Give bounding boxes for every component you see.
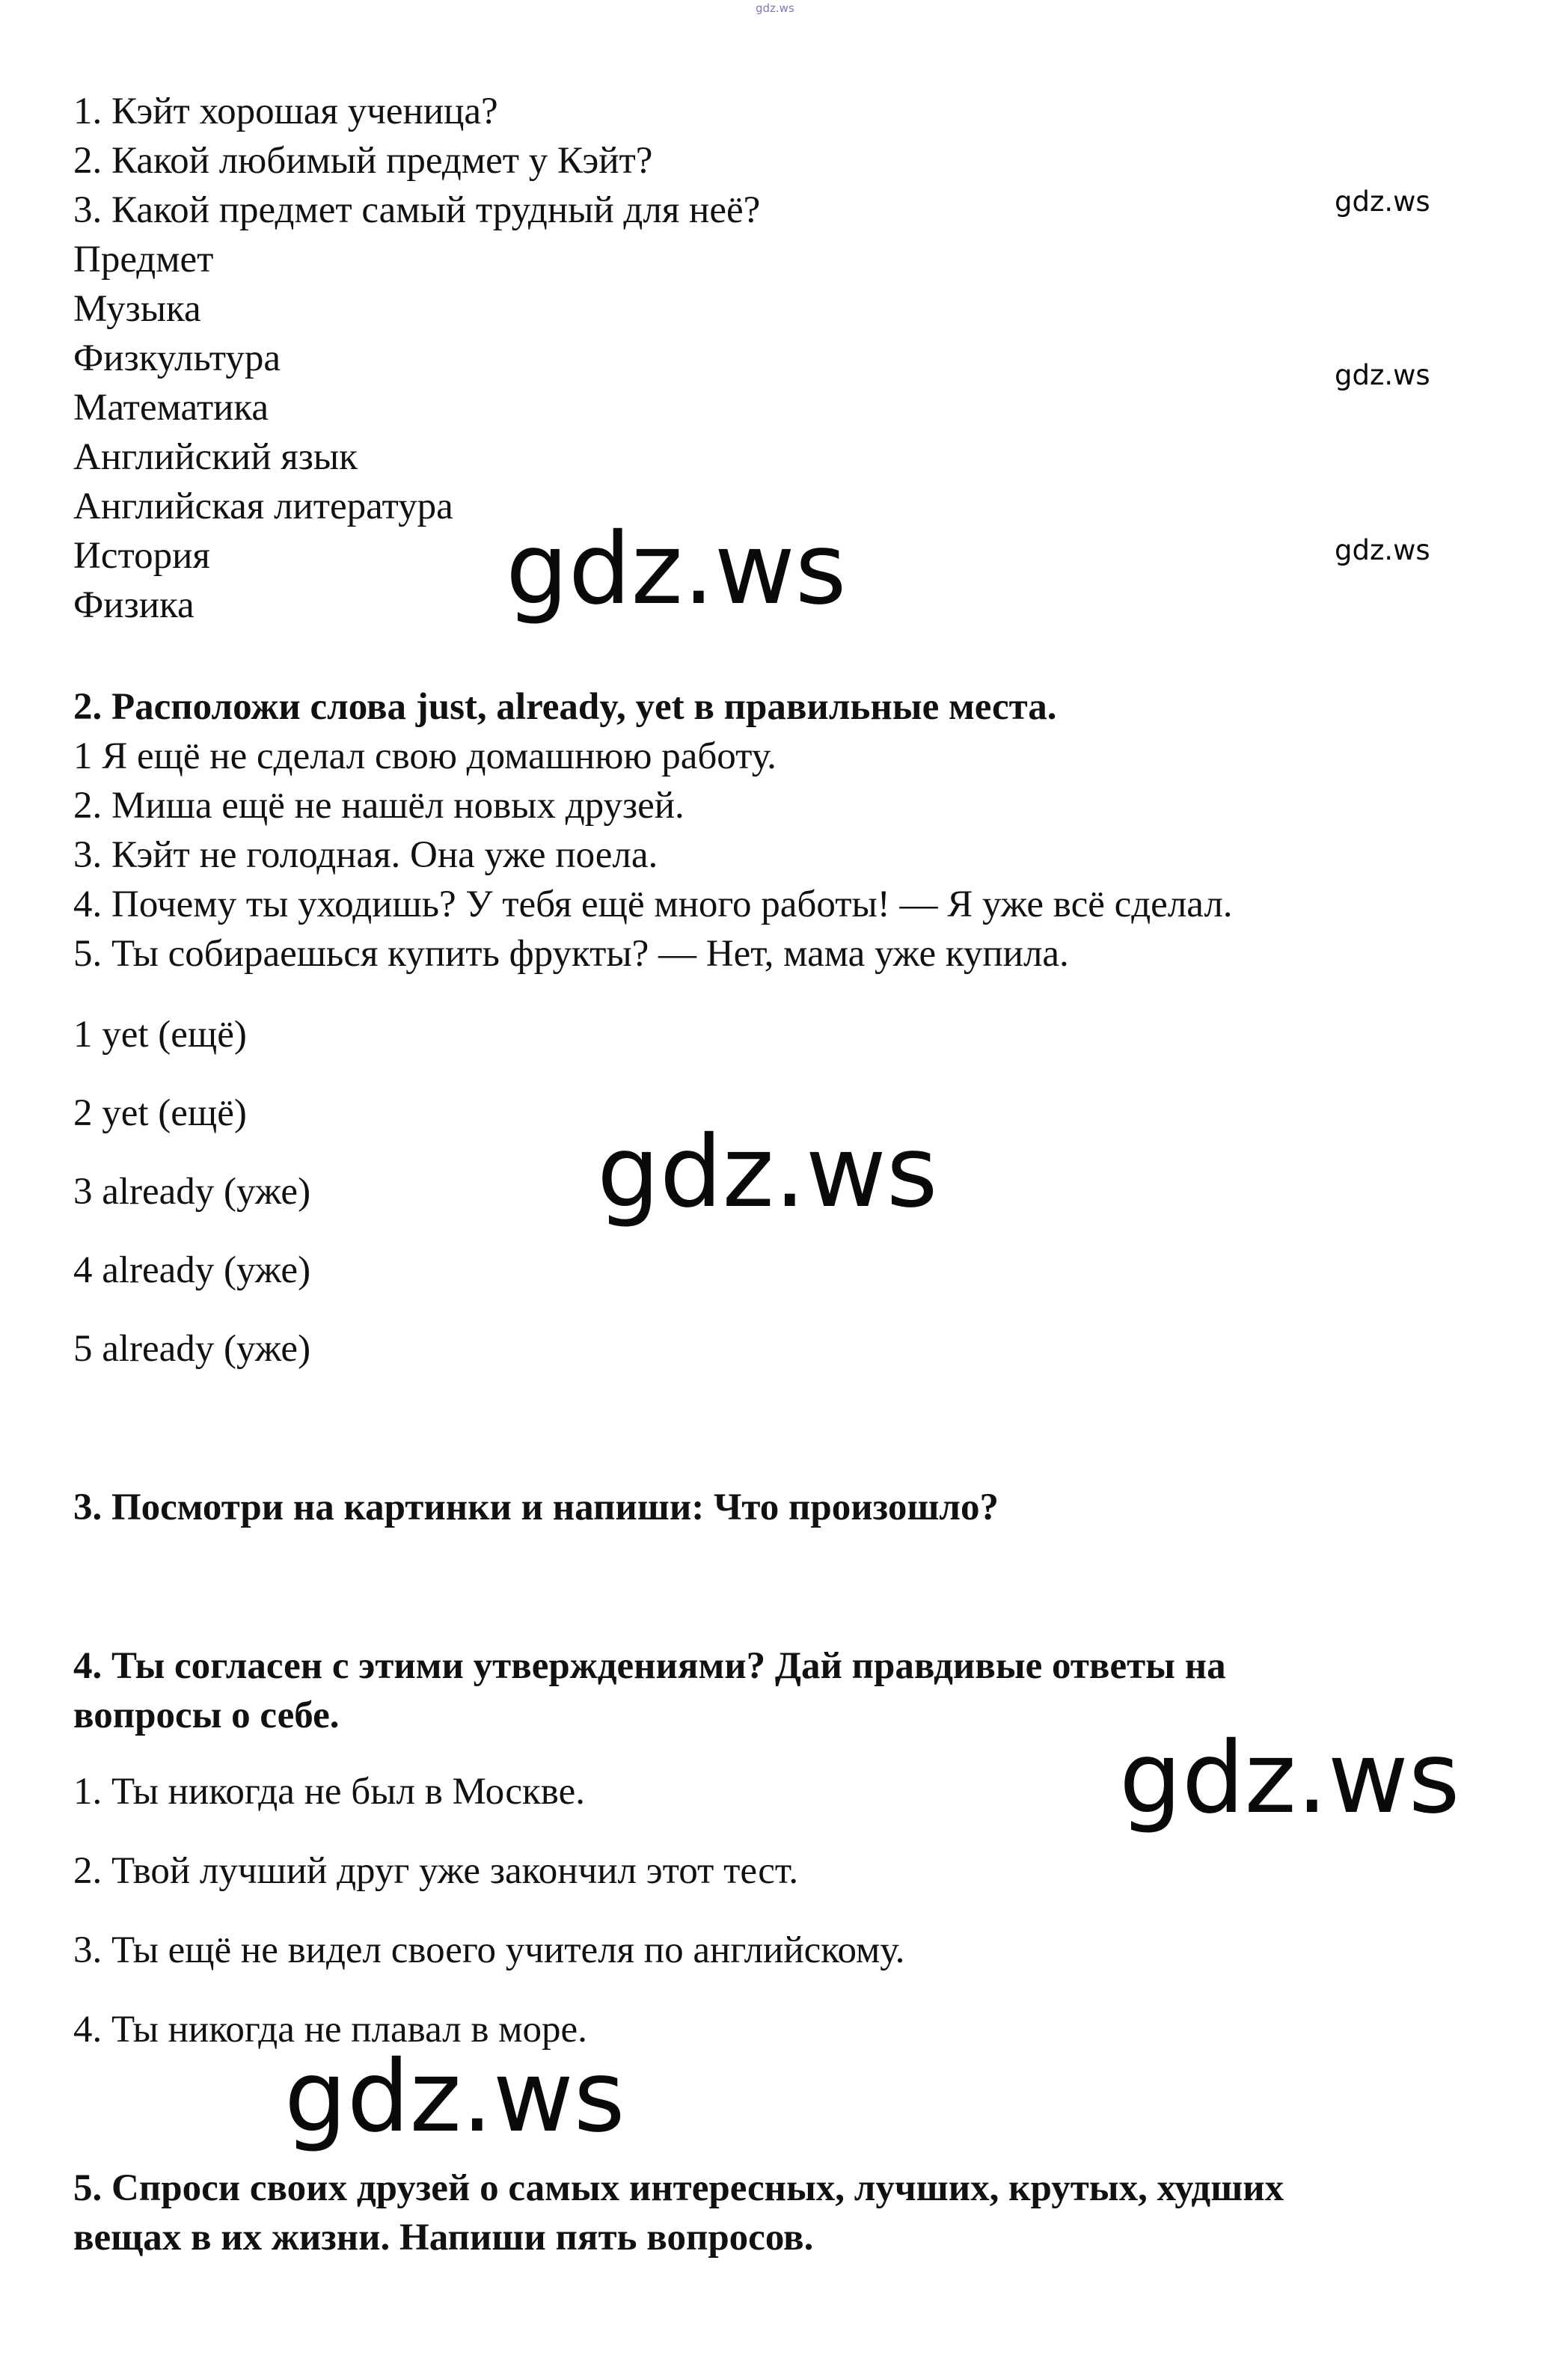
subject-math: Математика <box>73 387 269 429</box>
section3-heading: 3. Посмотри на картинки и напиши: Что произошло? <box>73 1486 999 1528</box>
subject-english-literature: Английская литература <box>73 486 453 527</box>
answer-2: 2 yet (ещё) <box>73 1092 247 1134</box>
answer-5: 5 already (уже) <box>73 1328 311 1370</box>
question-3: 3. Какой предмет самый трудный для неё? <box>73 189 761 231</box>
section4-heading-line2: вопросы о себе. <box>73 1694 340 1736</box>
watermark-small-3: gdz.ws <box>1335 534 1430 566</box>
watermark-small-2: gdz.ws <box>1335 359 1430 391</box>
answer-3: 3 already (уже) <box>73 1171 311 1213</box>
question-2: 2. Какой любимый предмет у Кэйт? <box>73 140 653 182</box>
top-watermark: gdz.ws <box>756 1 794 15</box>
watermark-large-4: gdz.ws <box>284 2039 625 2155</box>
subjects-header: Предмет <box>73 239 214 281</box>
section5-heading-line1: 5. Спроси своих друзей о самых интересных, лучших, крутых, худших <box>73 2167 1284 2209</box>
watermark-large-1: gdz.ws <box>506 512 847 627</box>
sentence-1: 1 Я ещё не сделал свою домашнюю работу. <box>73 735 777 777</box>
statement-2: 2. Твой лучший друг уже закончил этот тест. <box>73 1850 799 1892</box>
watermark-small-1: gdz.ws <box>1335 186 1430 218</box>
section4-heading-line1: 4. Ты согласен с этими утверждениями? Дай правдивые ответы на <box>73 1645 1226 1687</box>
section2-heading: 2. Расположи слова just, already, yet в правильные места. <box>73 686 1057 728</box>
subject-english: Английский язык <box>73 436 358 478</box>
question-1: 1. Кэйт хорошая ученица? <box>73 91 498 132</box>
sentence-4: 4. Почему ты уходишь? У тебя ещё много работы! — Я уже всё сделал. <box>73 884 1233 925</box>
subject-physics: Физика <box>73 584 195 626</box>
answer-4: 4 already (уже) <box>73 1249 311 1291</box>
section5-heading-line2: вещах в их жизни. Напиши пять вопросов. <box>73 2217 814 2259</box>
sentence-3: 3. Кэйт не голодная. Она уже поела. <box>73 834 658 876</box>
watermark-large-3: gdz.ws <box>1119 1721 1460 1836</box>
statement-1: 1. Ты никогда не был в Москве. <box>73 1771 585 1813</box>
statement-4: 4. Ты никогда не плавал в море. <box>73 2009 587 2051</box>
watermark-large-2: gdz.ws <box>597 1115 938 1230</box>
subject-history: История <box>73 535 210 577</box>
subject-pe: Физкультура <box>73 337 281 379</box>
answer-1: 1 yet (ещё) <box>73 1014 247 1056</box>
sentence-2: 2. Миша ещё не нашёл новых друзей. <box>73 785 685 827</box>
subject-music: Музыка <box>73 288 201 330</box>
statement-3: 3. Ты ещё не видел своего учителя по английскому. <box>73 1929 905 1971</box>
sentence-5: 5. Ты собираешься купить фрукты? — Нет, мама уже купила. <box>73 933 1069 975</box>
